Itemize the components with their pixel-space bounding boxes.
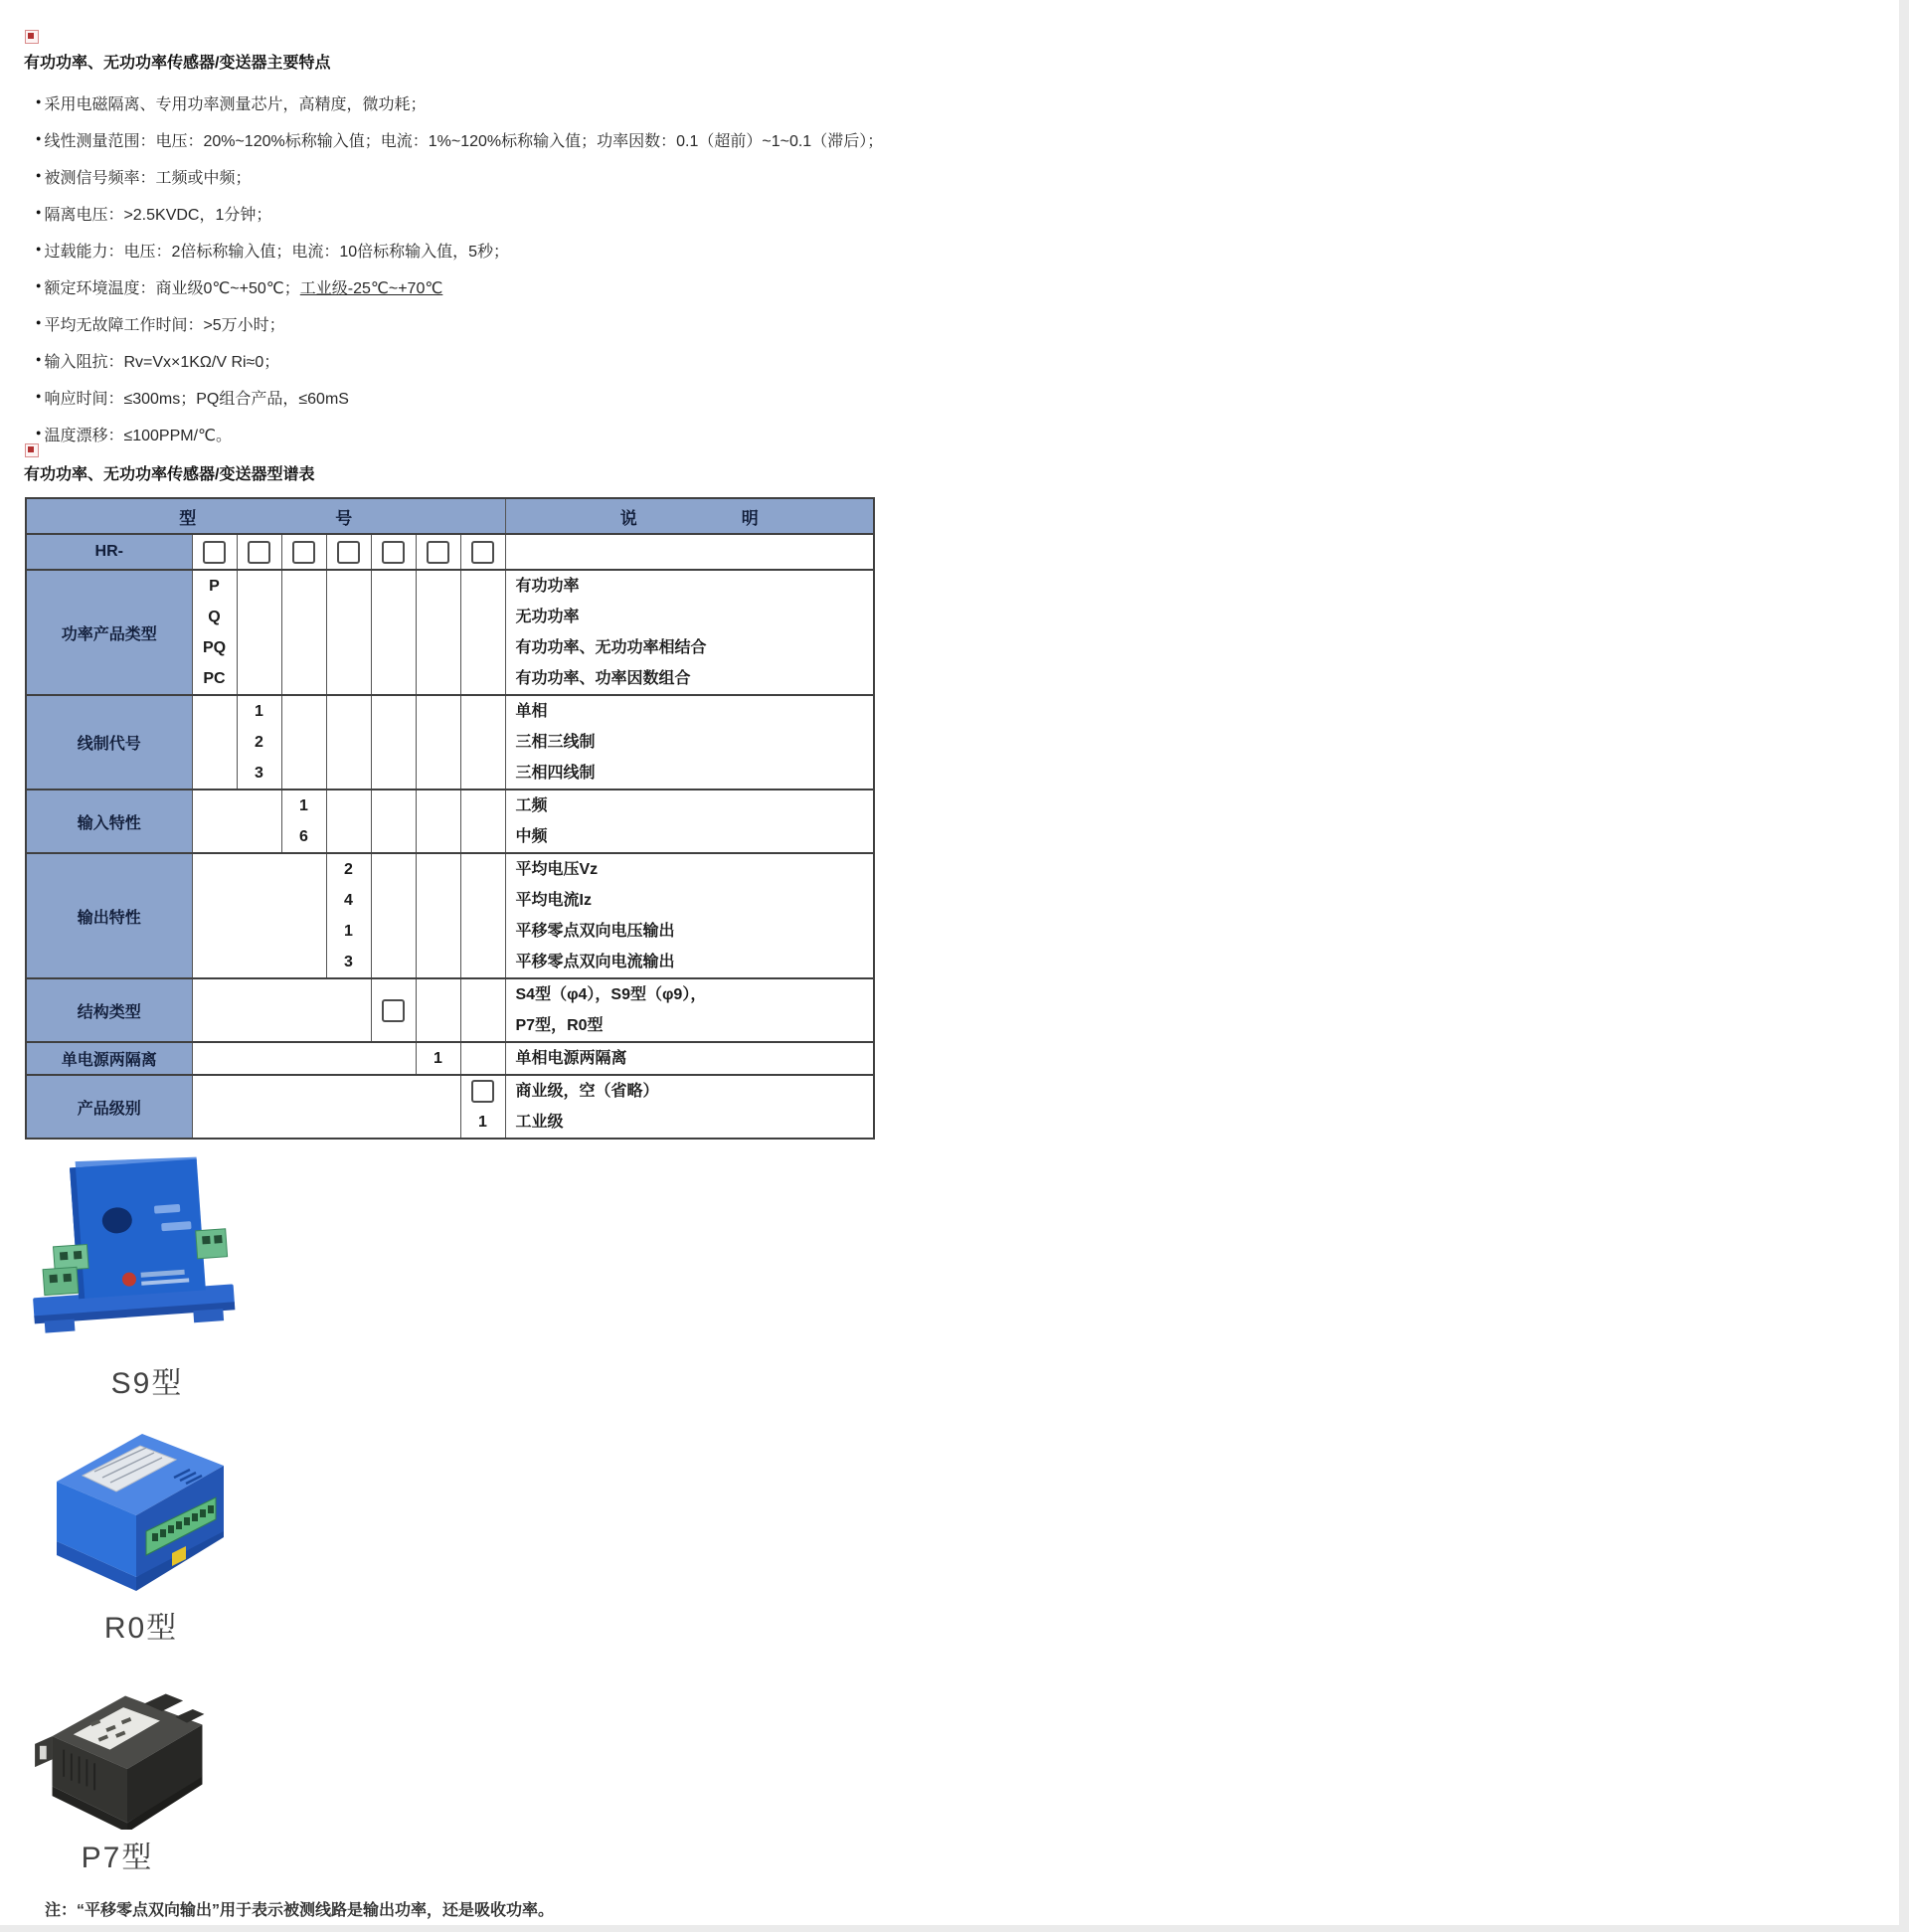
- code-checkbox: [471, 541, 494, 564]
- p7-caption: P7型: [81, 1842, 154, 1874]
- band-row: [26, 790, 874, 853]
- missing-image-icon: [25, 30, 39, 44]
- bullet-icon: ●: [36, 96, 42, 106]
- empty-code-cell: [326, 570, 371, 695]
- code-cell: 1: [416, 1042, 460, 1075]
- code-checkbox: [248, 541, 270, 564]
- code-box-cell: [192, 534, 237, 570]
- bullet-icon: ●: [36, 133, 42, 143]
- feature-item: ● 线性测量范围：电压：20%~120%标称输入值；电流：1%~120%标称输入值；功率因数：0.1（超前）~1~0.1（滞后）；: [36, 128, 1527, 148]
- empty-code-cell: [416, 978, 460, 1042]
- code-checkbox: [382, 541, 405, 564]
- code-checkbox: [382, 999, 405, 1022]
- bullet-icon: ●: [36, 317, 42, 327]
- merged-empty-cell: [192, 1042, 416, 1075]
- bullet-icon: ●: [36, 428, 42, 438]
- merged-empty-cell: [192, 790, 281, 853]
- model-header-cell: [26, 498, 505, 534]
- code-cell: P Q PQ PC: [192, 570, 237, 695]
- empty-code-cell: [460, 695, 505, 790]
- prefix-desc-cell: [505, 534, 874, 570]
- feature-item: ● 过载能力：电压：2倍标称输入值；电流：10倍标称输入值，5秒；: [36, 239, 1527, 259]
- features-list: [36, 91, 1527, 459]
- model-header-char: 号: [335, 508, 353, 528]
- model-table: [25, 497, 875, 1140]
- feature-item: ● 平均无故障工作时间：>5万小时；: [36, 312, 1527, 332]
- merged-empty-cell: [192, 695, 237, 790]
- feature-item: ● 被测信号频率：工频或中频；: [36, 165, 1527, 185]
- empty-code-cell: [460, 1042, 505, 1075]
- code-checkbox: [337, 541, 360, 564]
- band-label: 线制代号: [26, 695, 192, 790]
- empty-code-cell: [371, 853, 416, 978]
- desc-cell: 平均电压Vz 平均电流Iz 平移零点双向电压输出 平移零点双向电流输出: [505, 853, 874, 978]
- code-cell: 1 2 3: [237, 695, 281, 790]
- empty-code-cell: [460, 978, 505, 1042]
- empty-code-cell: [416, 570, 460, 695]
- code-cell: 1: [460, 1075, 505, 1139]
- table-title: 有功功率、无功功率传感器/变送器型谱表: [24, 466, 315, 483]
- feature-item: ● 温度漂移：≤100PPM/℃。: [36, 423, 1527, 442]
- empty-code-cell: [460, 790, 505, 853]
- code-cell: 1 6: [281, 790, 326, 853]
- empty-code-cell: [460, 853, 505, 978]
- code-cell: 2 4 1 3: [326, 853, 371, 978]
- bullet-icon: ●: [36, 354, 42, 364]
- band-label: 单电源两隔离: [26, 1042, 192, 1075]
- code-checkbox: [292, 541, 315, 564]
- band-label: 功率产品类型: [26, 570, 192, 695]
- band-label: 输入特性: [26, 790, 192, 853]
- features-title: 有功功率、无功功率传感器/变送器主要特点: [24, 55, 331, 72]
- empty-code-cell: [326, 790, 371, 853]
- feature-item: ● 响应时间：≤300ms；PQ组合产品，≤60mS: [36, 386, 1527, 406]
- empty-code-cell: [416, 853, 460, 978]
- band-row: [26, 853, 874, 978]
- code-checkbox: [427, 541, 449, 564]
- model-table-body: [26, 498, 874, 1139]
- code-box-cell: [416, 534, 460, 570]
- r0-caption: R0型: [103, 1612, 179, 1645]
- merged-empty-cell: [192, 853, 326, 978]
- feature-item: ● 隔离电压：>2.5KVDC，1分钟；: [36, 202, 1527, 222]
- code-checkbox: [203, 541, 226, 564]
- empty-code-cell: [237, 570, 281, 695]
- empty-code-cell: [371, 790, 416, 853]
- empty-code-cell: [281, 570, 326, 695]
- feature-item: ● 额定环境温度：商业级0℃~+50℃； 工业级-25℃~+70℃: [36, 275, 1527, 295]
- empty-code-cell: [371, 695, 416, 790]
- feature-item: ● 采用电磁隔离、专用功率测量芯片，高精度，微功耗；: [36, 91, 1527, 111]
- desc-cell: 商业级，空（省略） 工业级: [505, 1075, 874, 1139]
- r0-product-image: [25, 1420, 249, 1599]
- code-box-cell: [237, 534, 281, 570]
- s9-caption: S9型: [110, 1367, 184, 1400]
- band-row: [26, 1042, 874, 1075]
- code-box-cell: [460, 534, 505, 570]
- bullet-icon: ●: [36, 207, 42, 217]
- code-checkbox: [471, 1080, 494, 1103]
- desc-cell: 有功功率 无功功率 有功功率、无功功率相结合 有功功率、功率因数组合: [505, 570, 874, 695]
- desc-cell: S4型（φ4），S9型（φ9）， P7型，R0型: [505, 978, 874, 1042]
- band-label: 输出特性: [26, 853, 192, 978]
- bullet-icon: ●: [36, 170, 42, 180]
- bullet-icon: ●: [36, 391, 42, 401]
- band-row: [26, 1075, 874, 1139]
- empty-code-cell: [326, 695, 371, 790]
- p7-product-image: [28, 1680, 227, 1830]
- code-box-cell: [371, 534, 416, 570]
- desc-cell: 单相电源两隔离: [505, 1042, 874, 1075]
- bullet-icon: ●: [36, 244, 42, 254]
- band-row: [26, 695, 874, 790]
- desc-cell: 工频 中频: [505, 790, 874, 853]
- desc-header-char: 说: [619, 508, 637, 528]
- missing-image-icon: [25, 443, 39, 457]
- table-header-row: [26, 498, 874, 534]
- band-row: [26, 570, 874, 695]
- prefix-label: HR-: [26, 534, 192, 570]
- desc-cell: 单相 三相三线制 三相四线制: [505, 695, 874, 790]
- page-bottom-gutter: [0, 1925, 1909, 1932]
- s9-product-image: [28, 1151, 247, 1345]
- empty-code-cell: [281, 695, 326, 790]
- band-label: 结构类型: [26, 978, 192, 1042]
- band-row: [26, 978, 874, 1042]
- empty-code-cell: [460, 570, 505, 695]
- footnote: 注：“平移零点双向输出”用于表示被测线路是输出功率，还是吸收功率。: [45, 1902, 555, 1919]
- desc-header-cell: [505, 498, 874, 534]
- bullet-icon: ●: [36, 280, 42, 290]
- empty-code-cell: [371, 570, 416, 695]
- code-box-cell: [326, 534, 371, 570]
- code-box-cell: [281, 534, 326, 570]
- band-label: 产品级别: [26, 1075, 192, 1139]
- prefix-row: [26, 534, 874, 570]
- empty-code-cell: [416, 695, 460, 790]
- page-right-gutter: [1899, 0, 1909, 1932]
- desc-header-char: 明: [741, 508, 759, 528]
- feature-item: ● 输入阻抗：Rv=Vx×1KΩ/V Ri≈0；: [36, 349, 1527, 369]
- model-header-char: 型: [179, 508, 197, 528]
- merged-empty-cell: [192, 1075, 460, 1139]
- merged-empty-cell: [192, 978, 371, 1042]
- code-cell: [371, 978, 416, 1042]
- empty-code-cell: [416, 790, 460, 853]
